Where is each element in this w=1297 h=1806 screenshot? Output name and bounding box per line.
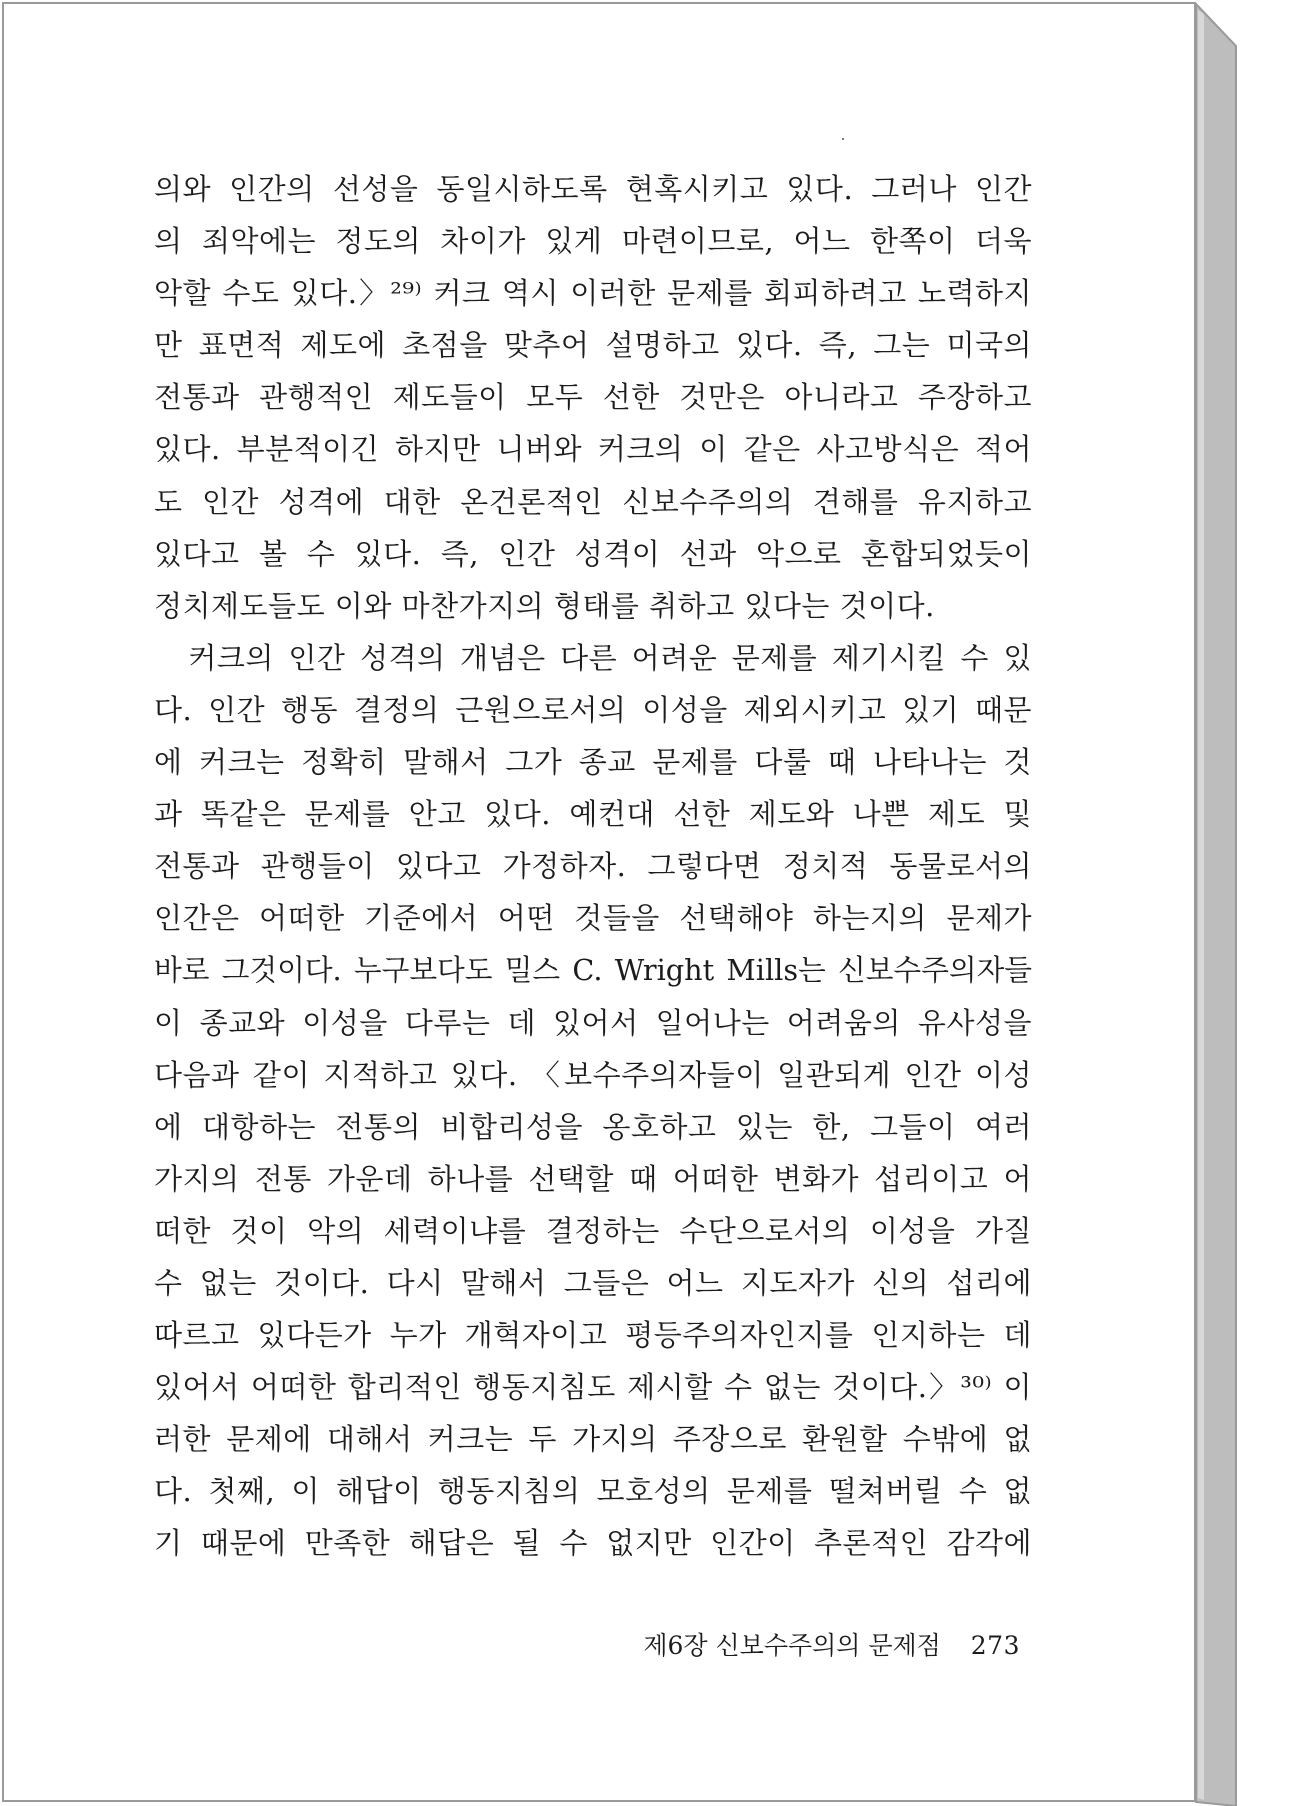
- scan-speck: [842, 138, 844, 140]
- text-line: 의 죄악에는 정도의 차이가 있게 마련이므로, 어느 한쪽이 더욱: [154, 224, 1032, 259]
- text-line: 인간은 어떠한 기준에서 어떤 것들을 선택해야 하는지의 문제가: [154, 901, 1032, 936]
- body-text: [154, 163, 1032, 1570]
- book-edge-side: [1196, 4, 1236, 1806]
- text-line: 커크의 인간 성격의 개념은 다른 어려운 문제를 제기시킬 수 있: [154, 640, 1032, 675]
- text-line: 에 커크는 정확히 말해서 그가 종교 문제를 다룰 때 나타나는 것: [154, 745, 1032, 780]
- book-edge-highlight: [1198, 10, 1204, 1800]
- running-footer: [640, 1624, 1020, 1668]
- text-line: 도 인간 성격에 대한 온건론적인 신보수주의의 견해를 유지하고: [154, 484, 1032, 519]
- text-line: 의와 인간의 선성을 동일시하도록 현혹시키고 있다. 그러나 인간: [154, 172, 1032, 206]
- text-line: 가지의 전통 가운데 하나를 선택할 때 어떠한 변화가 섭리이고 어: [154, 1161, 1032, 1196]
- text-line: 기 때문에 만족한 해답은 될 수 없지만 인간이 추론적인 감각에: [154, 1526, 1032, 1561]
- text-line: 있다. 부분적이긴 하지만 니버와 커크의 이 같은 사고방식은 적어: [154, 432, 1032, 467]
- text-line: 이 종교와 이성을 다루는 데 있어서 일어나는 어려움의 유사성을: [154, 1005, 1032, 1040]
- text-line: 전통과 관행들이 있다고 가정하자. 그렇다면 정치적 동물로서의: [154, 849, 1032, 884]
- text-line: 정치제도들도 이와 마찬가지의 형태를 취하고 있다는 것이다.: [154, 588, 935, 623]
- chapter-title: 제6장 신보수주의의 문제점: [643, 1631, 941, 1660]
- text-line: 전통과 관행적인 제도들이 모두 선한 것만은 아니라고 주장하고: [154, 380, 1032, 415]
- text-line: 다. 인간 행동 결정의 근원으로서의 이성을 제외시키고 있기 때문: [154, 692, 1032, 727]
- text-line: 바로 그것이다. 누구보다도 밀스 C. Wright Mills는 신보수주의자들: [154, 953, 1032, 988]
- text-line: 에 대항하는 전통의 비합리성을 옹호하고 있는 한, 그들이 여러: [154, 1109, 1032, 1144]
- text-line: 있다고 볼 수 있다. 즉, 인간 성격이 선과 악으로 혼합되었듯이: [154, 536, 1032, 571]
- text-line: 과 똑같은 문제를 안고 있다. 예컨대 선한 제도와 나쁜 제도 및: [154, 797, 1032, 832]
- text-line: 만 표면적 제도에 초점을 맞추어 설명하고 있다. 즉, 그는 미국의: [154, 328, 1032, 363]
- text-line: 다. 첫째, 이 해답이 행동지침의 모호성의 문제를 떨쳐버릴 수 없: [154, 1474, 1032, 1509]
- text-line: 따르고 있다든가 누가 개혁자이고 평등주의자인지를 인지하는 데: [154, 1318, 1032, 1353]
- text-line: 악할 수도 있다.〉²⁹⁾ 커크 역시 이러한 문제를 회피하려고 노력하지: [154, 276, 1032, 311]
- text-line: 다음과 같이 지적하고 있다. 〈보수주의자들이 일관되게 인간 이성: [154, 1057, 1032, 1092]
- text-line: 떠한 것이 악의 세력이냐를 결정하는 수단으로서의 이성을 가질: [154, 1213, 1032, 1248]
- text-line: 수 없는 것이다. 다시 말해서 그들은 어느 지도자가 신의 섭리에: [154, 1265, 1032, 1300]
- text-line: 러한 문제에 대해서 커크는 두 가지의 주장으로 환원할 수밖에 없: [154, 1422, 1032, 1457]
- text-line: 있어서 어떠한 합리적인 행동지침도 제시할 수 없는 것이다.〉³⁰⁾ 이: [154, 1370, 1032, 1405]
- page-number: 273: [970, 1631, 1020, 1660]
